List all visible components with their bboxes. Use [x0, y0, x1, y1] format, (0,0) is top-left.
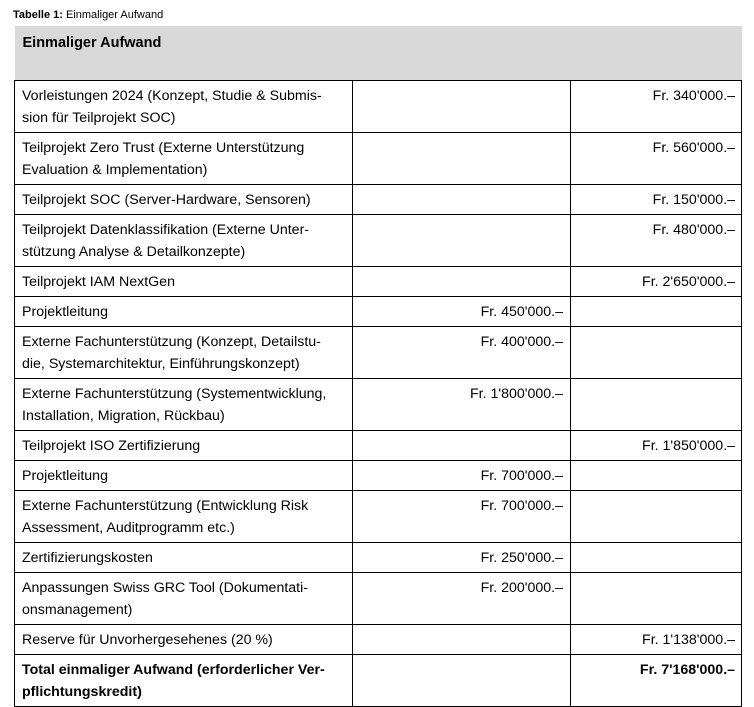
table-row	[15, 81, 742, 133]
row-subamount: Fr. 700'000.–	[353, 491, 571, 543]
table-row	[15, 267, 742, 297]
row-label-line-2: die, Systemarchitektur, Einführungskonzept)	[22, 355, 300, 372]
row-total-amount	[571, 543, 742, 573]
table-row	[15, 133, 742, 185]
row-label-line-1: Anpassungen Swiss GRC Tool (Dokumentati-	[22, 580, 308, 596]
row-subamount	[353, 215, 571, 267]
row-subamount	[353, 185, 571, 215]
row-label-line-2: pflichtungskredit)	[22, 683, 142, 700]
row-label	[15, 133, 353, 185]
row-label	[15, 491, 353, 543]
row-subamount	[353, 133, 571, 185]
row-label-line-2: Evaluation & Implementation)	[22, 161, 208, 178]
row-label-line-1: Externe Fachunterstützung (Systementwicklung,	[22, 386, 327, 402]
row-total-amount	[571, 379, 742, 431]
row-subamount	[353, 625, 571, 655]
row-label	[15, 267, 353, 297]
table-row	[15, 543, 742, 573]
row-label	[15, 327, 353, 379]
row-total-amount: Fr. 1'850'000.–	[571, 431, 742, 461]
table-row	[15, 625, 742, 655]
row-label	[15, 625, 353, 655]
row-subamount: Fr. 450'000.–	[353, 297, 571, 327]
table-row	[15, 297, 742, 327]
row-total-amount: Fr. 2'650'000.–	[571, 267, 742, 297]
row-label	[15, 215, 353, 267]
row-total-amount: Fr. 7'168'000.–	[571, 655, 742, 707]
row-total-amount: Fr. 560'000.–	[571, 133, 742, 185]
row-label	[15, 543, 353, 573]
row-label-line-1: Externe Fachunterstützung (Konzept, Detailstu-	[22, 334, 321, 350]
table-row	[15, 327, 742, 379]
row-subamount: Fr. 1'800'000.–	[353, 379, 571, 431]
row-total-amount	[571, 461, 742, 491]
row-subamount	[353, 267, 571, 297]
caption-label: Tabelle 1:	[13, 9, 63, 21]
table-row	[15, 379, 742, 431]
row-label-line-1: Teilprojekt SOC (Server-Hardware, Sensoren)	[22, 192, 311, 208]
row-total-amount: Fr. 340'000.–	[571, 81, 742, 133]
table-row	[15, 461, 742, 491]
table-row	[15, 491, 742, 543]
row-total-amount	[571, 327, 742, 379]
row-label-line-2: onsmanagement)	[22, 601, 133, 618]
row-total-amount: Fr. 480'000.–	[571, 215, 742, 267]
row-label-line-1: Projektleitung	[22, 304, 108, 320]
row-label-line-2: Assessment, Auditprogramm etc.)	[22, 519, 235, 536]
table-row	[15, 431, 742, 461]
row-total-amount	[571, 297, 742, 327]
row-label	[15, 431, 353, 461]
row-label-line-1: Teilprojekt ISO Zertifizierung	[22, 438, 201, 454]
row-label-line-1: Vorleistungen 2024 (Konzept, Studie & Submis-	[22, 88, 322, 104]
table-row	[15, 573, 742, 625]
row-label-line-2: Installation, Migration, Rückbau)	[22, 407, 225, 424]
row-subamount: Fr. 700'000.–	[353, 461, 571, 491]
table-caption	[13, 9, 163, 22]
row-total-amount	[571, 491, 742, 543]
row-label	[15, 297, 353, 327]
row-subamount: Fr. 200'000.–	[353, 573, 571, 625]
table-row	[15, 185, 742, 215]
row-total-amount: Fr. 150'000.–	[571, 185, 742, 215]
row-label-line-1: Teilprojekt IAM NextGen	[22, 274, 175, 290]
row-label	[15, 81, 353, 133]
row-label-line-1: Zertifizierungskosten	[22, 550, 153, 566]
row-label-line-1: Projektleitung	[22, 468, 108, 484]
row-label	[15, 379, 353, 431]
table-header-row	[15, 26, 742, 81]
table-row	[15, 215, 742, 267]
row-subamount	[353, 81, 571, 133]
row-label-line-2: sion für Teilprojekt SOC)	[22, 109, 176, 126]
row-label-line-1: Teilprojekt Datenklassifikation (Externe Unter-	[22, 222, 310, 238]
row-subamount: Fr. 250'000.–	[353, 543, 571, 573]
row-label-line-1: Teilprojekt Zero Trust (Externe Unterstützung	[22, 140, 305, 156]
row-label	[15, 461, 353, 491]
row-label	[15, 573, 353, 625]
cost-table	[14, 26, 742, 707]
row-subamount: Fr. 400'000.–	[353, 327, 571, 379]
row-total-amount: Fr. 1'138'000.–	[571, 625, 742, 655]
row-label	[15, 185, 353, 215]
row-label-line-1: Total einmaliger Aufwand (erforderlicher Ver-	[22, 662, 325, 678]
caption-text: Einmaliger Aufwand	[66, 9, 164, 21]
row-total-amount	[571, 573, 742, 625]
row-label-line-1: Reserve für Unvorhergesehenes (20 %)	[22, 632, 273, 648]
row-subamount	[353, 431, 571, 461]
row-label-line-1: Externe Fachunterstützung (Entwicklung Risk	[22, 498, 309, 514]
table-header: Einmaliger Aufwand	[15, 26, 742, 81]
row-label-line-2: stützung Analyse & Detailkonzepte)	[22, 243, 246, 260]
